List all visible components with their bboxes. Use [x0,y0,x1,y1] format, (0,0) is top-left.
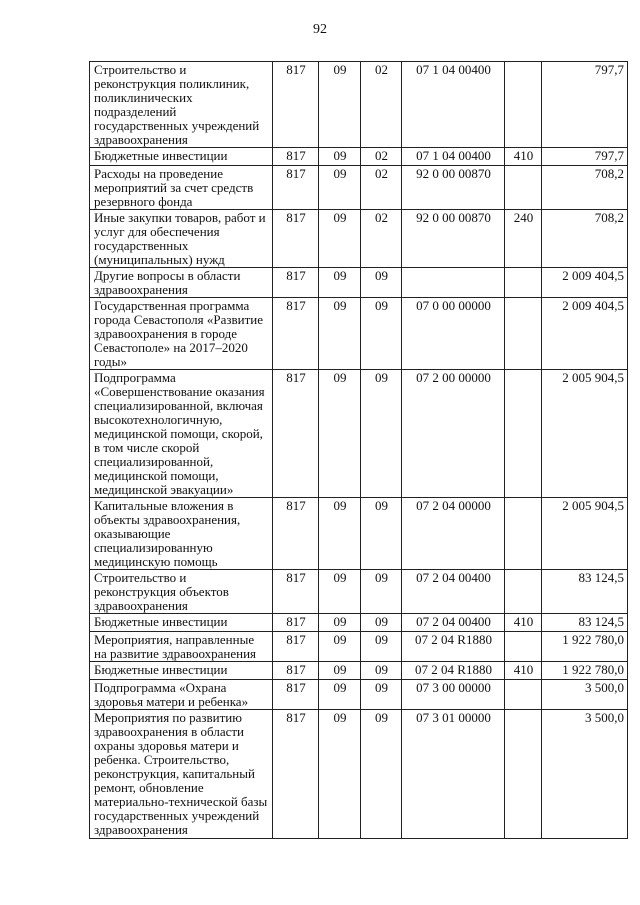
row-expense-type [505,62,542,148]
table-row [90,570,628,614]
row-name: Бюджетные инвестиции [90,614,273,632]
row-amount: 3 500,0 [542,710,628,839]
row-amount: 3 500,0 [542,680,628,710]
row-name: Мероприятия, направленные на развитие здравоохранения [90,632,273,662]
row-target-article: 07 2 04 00400 [402,570,505,614]
row-ministry-code: 817 [273,632,319,662]
row-section-code: 09 [319,210,361,268]
row-subsection-code: 02 [361,148,402,166]
row-name: Подпрограмма «Охрана здоровья матери и ребенка» [90,680,273,710]
table-row [90,632,628,662]
budget-table [89,61,628,839]
table-row [90,166,628,210]
row-expense-type [505,298,542,370]
row-amount: 1 922 780,0 [542,662,628,680]
row-name: Строительство и реконструкция поликлиник, поликлинических подразделений государственных учреждений здравоохранения [90,62,273,148]
table-row [90,710,628,839]
row-target-article: 07 1 04 00400 [402,148,505,166]
table-row [90,498,628,570]
row-ministry-code: 817 [273,148,319,166]
row-target-article: 07 1 04 00400 [402,62,505,148]
row-subsection-code: 02 [361,62,402,148]
row-target-article: 07 2 04 00400 [402,614,505,632]
row-amount: 2 005 904,5 [542,370,628,498]
row-ministry-code: 817 [273,166,319,210]
row-section-code: 09 [319,680,361,710]
row-amount: 83 124,5 [542,570,628,614]
row-subsection-code: 02 [361,166,402,210]
table-row [90,210,628,268]
row-amount: 797,7 [542,62,628,148]
row-expense-type [505,570,542,614]
row-subsection-code: 09 [361,632,402,662]
table-row [90,298,628,370]
row-name: Капитальные вложения в объекты здравоохранения, оказывающие специализированную медицинскую помощь [90,498,273,570]
row-target-article: 07 0 00 00000 [402,298,505,370]
row-ministry-code: 817 [273,210,319,268]
table-row [90,62,628,148]
row-name: Мероприятия по развитию здравоохранения в области охраны здоровья матери и ребенка. Строительство, реконструкция, капитальный ремонт, обновление материально-технической базы государственных учреждений здравоохранения [90,710,273,839]
row-target-article: 07 2 00 00000 [402,370,505,498]
table-row [90,614,628,632]
row-section-code: 09 [319,370,361,498]
row-ministry-code: 817 [273,710,319,839]
row-ministry-code: 817 [273,680,319,710]
row-section-code: 09 [319,632,361,662]
budget-table-body [90,62,628,839]
row-amount: 2 005 904,5 [542,498,628,570]
row-target-article: 07 2 04 R1880 [402,662,505,680]
row-amount: 1 922 780,0 [542,632,628,662]
row-section-code: 09 [319,268,361,298]
row-section-code: 09 [319,498,361,570]
row-ministry-code: 817 [273,498,319,570]
row-expense-type: 240 [505,210,542,268]
row-expense-type [505,166,542,210]
row-name: Расходы на проведение мероприятий за счет средств резервного фонда [90,166,273,210]
row-expense-type [505,680,542,710]
row-target-article: 07 2 04 R1880 [402,632,505,662]
row-subsection-code: 09 [361,498,402,570]
row-ministry-code: 817 [273,298,319,370]
row-section-code: 09 [319,710,361,839]
row-name: Строительство и реконструкция объектов здравоохранения [90,570,273,614]
row-amount: 83 124,5 [542,614,628,632]
row-ministry-code: 817 [273,614,319,632]
row-target-article: 92 0 00 00870 [402,166,505,210]
page-number: 92 [313,22,327,37]
row-section-code: 09 [319,62,361,148]
row-expense-type [505,370,542,498]
row-section-code: 09 [319,614,361,632]
table-row [90,370,628,498]
row-section-code: 09 [319,570,361,614]
row-ministry-code: 817 [273,570,319,614]
row-subsection-code: 09 [361,710,402,839]
row-target-article: 07 2 04 00000 [402,498,505,570]
row-subsection-code: 09 [361,680,402,710]
row-name: Иные закупки товаров, работ и услуг для обеспечения государственных (муниципальных) нужд [90,210,273,268]
row-name: Государственная программа города Севастополя «Развитие здравоохранения в городе Севастополе» на 2017–2020 годы» [90,298,273,370]
row-ministry-code: 817 [273,662,319,680]
row-expense-type [505,268,542,298]
row-subsection-code: 09 [361,268,402,298]
row-subsection-code: 09 [361,662,402,680]
row-amount: 2 009 404,5 [542,298,628,370]
table-row [90,148,628,166]
row-name: Бюджетные инвестиции [90,662,273,680]
row-target-article: 07 3 01 00000 [402,710,505,839]
row-section-code: 09 [319,298,361,370]
row-subsection-code: 09 [361,298,402,370]
row-amount: 708,2 [542,210,628,268]
row-section-code: 09 [319,166,361,210]
row-ministry-code: 817 [273,370,319,498]
row-subsection-code: 09 [361,370,402,498]
row-subsection-code: 02 [361,210,402,268]
row-expense-type [505,632,542,662]
row-name: Подпрограмма «Совершенствование оказания специализированной, включая высокотехнологичную, медицинской помощи, скорой, в том числе скорой специализированной, медицинской помощи, медицинской эвакуации» [90,370,273,498]
row-target-article: 07 3 00 00000 [402,680,505,710]
table-row [90,268,628,298]
row-section-code: 09 [319,148,361,166]
row-expense-type [505,498,542,570]
row-target-article: 92 0 00 00870 [402,210,505,268]
row-target-article [402,268,505,298]
row-ministry-code: 817 [273,62,319,148]
table-row [90,680,628,710]
row-amount: 797,7 [542,148,628,166]
row-expense-type: 410 [505,614,542,632]
row-expense-type [505,710,542,839]
row-amount: 708,2 [542,166,628,210]
row-expense-type: 410 [505,662,542,680]
row-expense-type: 410 [505,148,542,166]
row-section-code: 09 [319,662,361,680]
row-subsection-code: 09 [361,570,402,614]
row-ministry-code: 817 [273,268,319,298]
row-amount: 2 009 404,5 [542,268,628,298]
row-subsection-code: 09 [361,614,402,632]
table-row [90,662,628,680]
row-name: Другие вопросы в области здравоохранения [90,268,273,298]
row-name: Бюджетные инвестиции [90,148,273,166]
